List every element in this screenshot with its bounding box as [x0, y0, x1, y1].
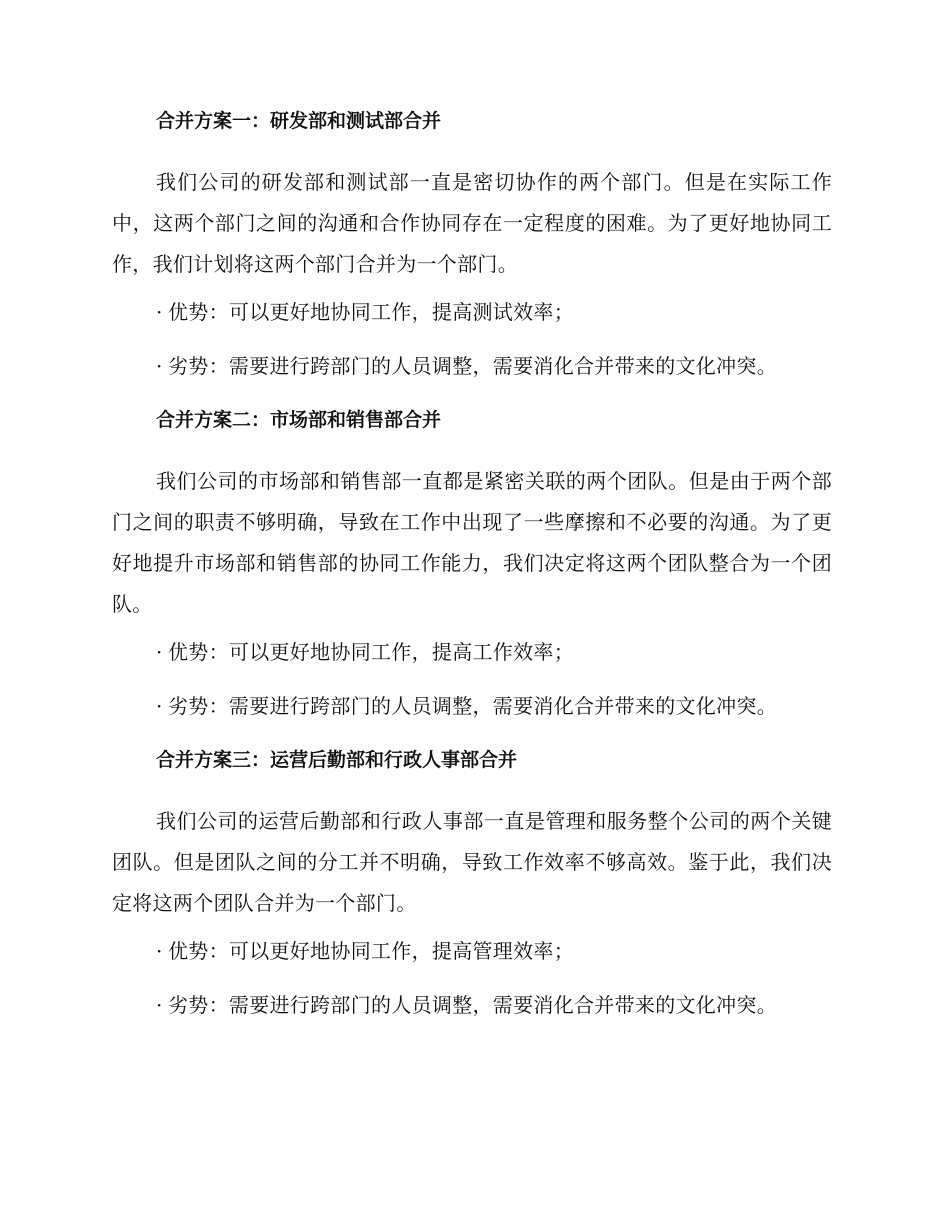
document-page [112, 106, 832, 1044]
disadvantage-item [112, 990, 832, 1020]
disadvantage-item [112, 351, 832, 381]
disadvantage-text: 劣势：需要进行跨部门的人员调整，需要消化合并带来的文化冲突。 [168, 354, 777, 378]
advantage-item [112, 936, 832, 966]
bullet-dot: · [156, 694, 163, 718]
bullet-dot: · [156, 640, 163, 664]
section-title: 合并方案二：市场部和销售部合并 [156, 409, 442, 431]
disadvantage-item [112, 691, 832, 721]
section-3 [112, 745, 832, 1020]
section-title: 合并方案一：研发部和测试部合并 [156, 110, 442, 132]
section-paragraph: 我们公司的市场部和销售部一直都是紧密关联的两个团队。但是由于两个部门之间的职责不够明确，导致在工作中出现了一些摩擦和不必要的沟通。为了更好地提升市场部和销售部的协同工作能力，我们决定将这两个团队整合为一个团队。 [112, 469, 832, 616]
section-paragraph: 我们公司的研发部和测试部一直是密切协作的两个部门。但是在实际工作中，这两个部门之间的沟通和合作协同存在一定程度的困难。为了更好地协同工作，我们计划将这两个部门合并为一个部门。 [112, 170, 832, 276]
bullet-dot: · [156, 993, 163, 1017]
bullet-dot: · [156, 354, 163, 378]
advantage-text: 优势：可以更好地协同工作，提高测试效率； [168, 300, 574, 324]
section-1 [112, 106, 832, 381]
section-title: 合并方案三：运营后勤部和行政人事部合并 [156, 749, 518, 771]
advantage-text: 优势：可以更好地协同工作，提高管理效率； [168, 939, 574, 963]
bullet-dot: · [156, 300, 163, 324]
section-2 [112, 405, 832, 721]
advantage-text: 优势：可以更好地协同工作，提高工作效率； [168, 640, 574, 664]
disadvantage-text: 劣势：需要进行跨部门的人员调整，需要消化合并带来的文化冲突。 [168, 694, 777, 718]
disadvantage-text: 劣势：需要进行跨部门的人员调整，需要消化合并带来的文化冲突。 [168, 993, 777, 1017]
bullet-dot: · [156, 939, 163, 963]
section-paragraph: 我们公司的运营后勤部和行政人事部一直是管理和服务整个公司的两个关键团队。但是团队之间的分工并不明确，导致工作效率不够高效。鉴于此，我们决定将这两个团队合并为一个部门。 [112, 809, 832, 915]
advantage-item [112, 637, 832, 667]
advantage-item [112, 297, 832, 327]
